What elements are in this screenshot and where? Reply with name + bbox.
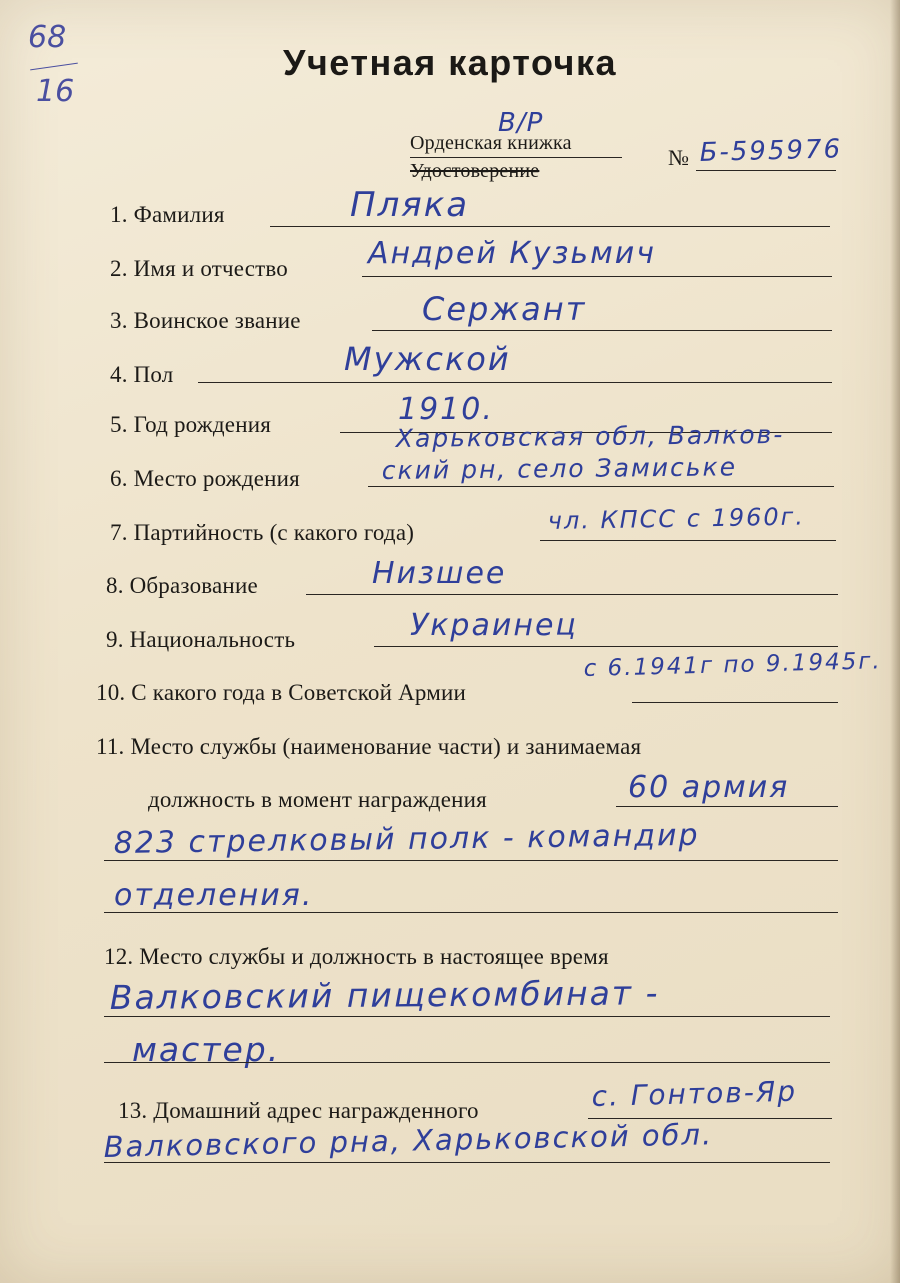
field-13-line2	[104, 1162, 830, 1163]
field-7-value: чл. КПСС с 1960г.	[547, 502, 806, 535]
field-11-label-line1: 11. Место службы (наименование части) и занимаемая	[96, 734, 642, 759]
field-8-label: 8. Образование	[106, 573, 258, 598]
card-title: Учетная карточка	[283, 42, 617, 83]
field-4-label: 4. Пол	[110, 362, 174, 387]
field-11-line3	[104, 912, 838, 913]
field-13-label: 13. Домашний адрес награжденного	[118, 1098, 479, 1123]
field-11-line2	[104, 860, 838, 861]
field-10-line	[632, 702, 838, 703]
field-7-label: 7. Партийность (с какого года)	[110, 520, 415, 545]
field-11-line1	[616, 806, 838, 807]
field-8-value: Низшее	[372, 556, 507, 591]
field-5-value: 1910.	[398, 392, 494, 427]
order-book-label: Орденская книжка	[410, 132, 572, 154]
field-12-value-line2: мастер.	[132, 1030, 281, 1069]
field-3-label: 3. Воинское звание	[110, 308, 301, 333]
field-12-value-line1: Валковский пищекомбинат -	[109, 973, 660, 1017]
field-1-label: 1. Фамилия	[110, 202, 225, 227]
field-9-value: Украинец	[410, 608, 578, 643]
field-13-value-line2: Валковского рна, Харьковской обл.	[103, 1117, 714, 1164]
field-3-value: Сержант	[422, 290, 587, 328]
field-7-line	[540, 540, 836, 541]
field-3-line	[372, 330, 832, 331]
field-8-line	[306, 594, 838, 595]
certificate-label: Удостоверение	[410, 160, 540, 182]
field-2-line	[362, 276, 832, 277]
field-12-label: 12. Место службы и должность в настоящее время	[104, 944, 609, 969]
field-6-label: 6. Место рождения	[110, 466, 300, 491]
field-2-label: 2. Имя и отчество	[110, 256, 289, 281]
field-1-value: Пляка	[350, 185, 470, 225]
field-6-value-line1: Харьковская обл, Валков-	[395, 419, 785, 453]
header-divider	[410, 157, 622, 158]
field-4-line	[198, 382, 832, 383]
field-11-value-line2: 823 стрелковый полк - командир	[113, 817, 700, 861]
field-11-value-line1: 60 армия	[628, 770, 790, 805]
number-value: Б-595976	[699, 134, 843, 168]
field-9-line	[374, 646, 838, 647]
field-13-value-line1: с. Гонтов-Яр	[591, 1074, 798, 1113]
field-11-value-line3: отделения.	[114, 878, 314, 913]
field-2-value: Андрей Кузьмич	[368, 236, 656, 271]
number-underline	[696, 170, 836, 171]
corner-note-top: 68	[28, 20, 67, 55]
field-9-label: 9. Национальность	[106, 627, 296, 652]
field-10-label: 10. С какого года в Советской Армии	[96, 680, 467, 705]
field-5-label: 5. Год рождения	[110, 412, 271, 437]
corner-note-bottom: 16	[36, 74, 75, 109]
field-12-line1	[104, 1016, 830, 1017]
card-edge-shadow	[890, 0, 900, 1283]
field-6-line	[368, 486, 834, 487]
number-handwritten-prefix: В/Р	[498, 108, 544, 138]
field-6-value-line2: ский рн, село Замиське	[381, 452, 738, 485]
field-12-line2	[104, 1062, 830, 1063]
number-sign: №	[668, 145, 690, 170]
field-10-value: с 6.1941г по 9.1945г.	[583, 648, 883, 682]
field-11-label-line2: должность в момент награждения	[148, 787, 487, 812]
field-1-line	[270, 226, 830, 227]
field-4-value: Мужской	[344, 340, 511, 378]
